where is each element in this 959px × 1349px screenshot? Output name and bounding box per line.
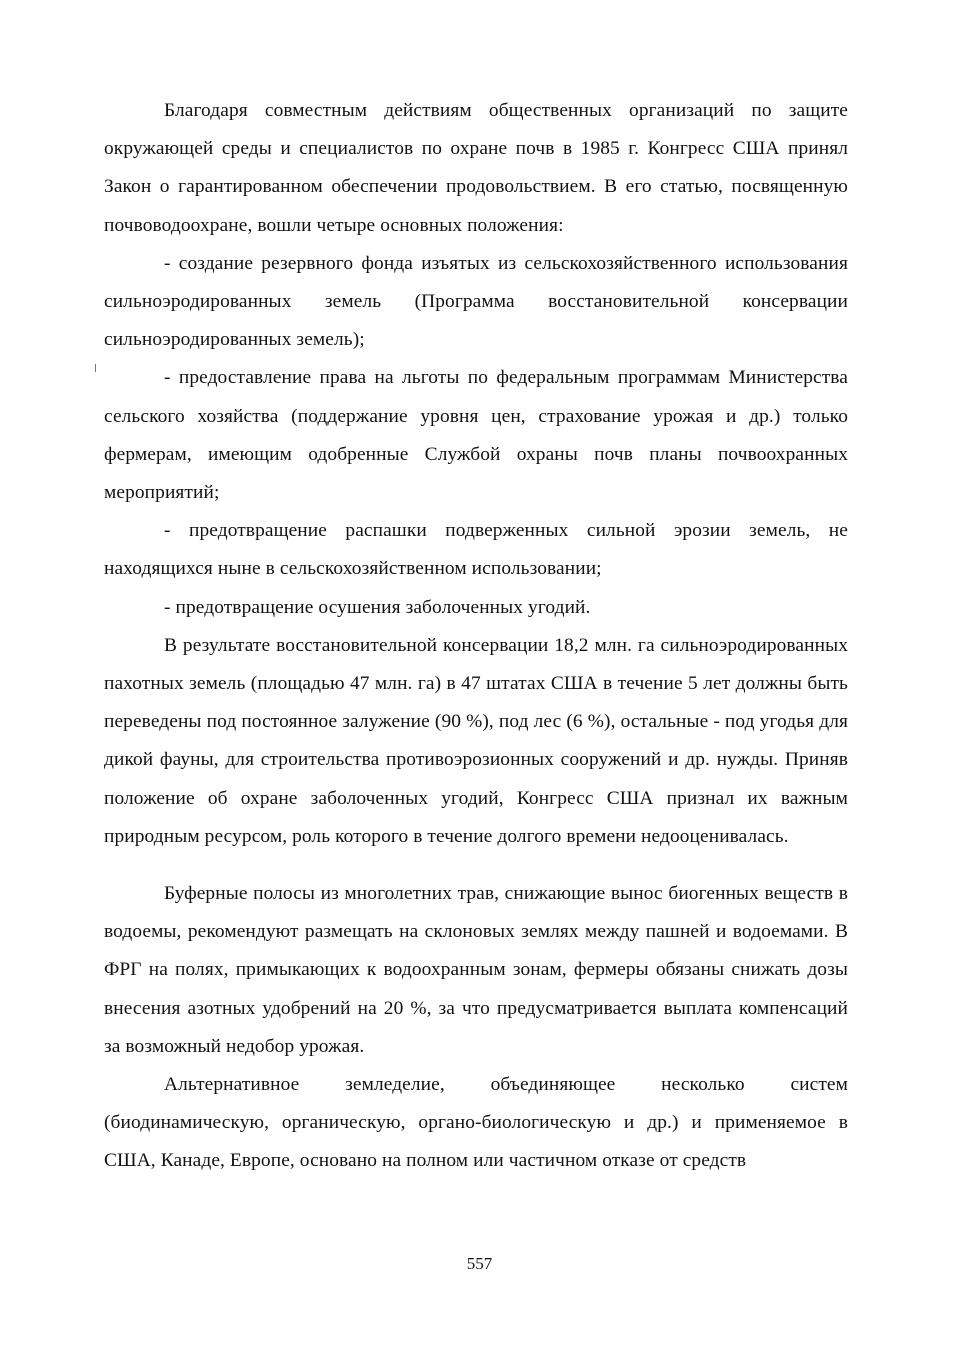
paragraph-conservation-results: В результате восстановительной консервации 18,2 млн. га сильноэродированных пахотных земель (площадью 47 млн. га) в 47 штатах США в течение 5 лет должны быть переведены под постоянное залужение (90 %), под лес (6 %), остальные - под угодья для дикой фауны, для строительства противоэрозионных сооружений и др. нужды. Приняв положение об охране заболоченных угодий, Конгресс США признал их важным природным ресурсом, роль которого в течение долгого времени недооценивалась.: [104, 634, 848, 847]
paragraph-item-benefits: - предоставление права на льготы по федеральным программам Министерства сельского хозяйства (поддержание уровня цен, страхование урожая и др.) только фермерам, имеющим одобренные Службой охраны почв планы почвоохранных мероприятий;: [104, 367, 848, 504]
paragraph-alternative-farming: Альтернативное земледелие, объединяющее несколько систем (биодинамическую, органическую, органо-биологическую и др.) и применяемое в США, Канаде, Европе, основано на полном или частичном отказе от средств: [104, 1074, 848, 1172]
body-text: [104, 92, 848, 1181]
paragraph-item-drainage: - предотвращение осушения заболоченных угодий.: [164, 596, 591, 618]
paragraph-buffer-strips: Буферные полосы из многолетних трав, снижающие вынос биогенных веществ в водоемы, рекомендуют размещать на склоновых землях между пашней и водоемами. В ФРГ на полях, примыкающих к водоохранным зонам, фермеры обязаны снижать дозы внесения азотных удобрений на 20 %, за что предусматривается выплата компенсаций за возможный недобор урожая.: [104, 883, 848, 1057]
paragraph-intro: Благодаря совместным действиям общественных организаций по защите окружающей среды и специалистов по охране почв в 1985 г. Конгресс США принял Закон о гарантированном обеспечении продовольствием. В его статью, посвященную почвоводоохране, вошли четыре основных положения:: [104, 100, 848, 236]
scan-artifact: [95, 364, 96, 372]
paragraph-item-reserve-fund: - создание резервного фонда изъятых из сельскохозяйственного использования сильноэродированных земель (Программа восстановительной консервации сильноэродированных земель);: [104, 252, 848, 351]
paragraph-item-plowing: - предотвращение распашки подверженных сильной эрозии земель, не находящихся ныне в сельскохозяйственном использовании;: [104, 520, 848, 580]
page-number: 557: [466, 1254, 493, 1273]
